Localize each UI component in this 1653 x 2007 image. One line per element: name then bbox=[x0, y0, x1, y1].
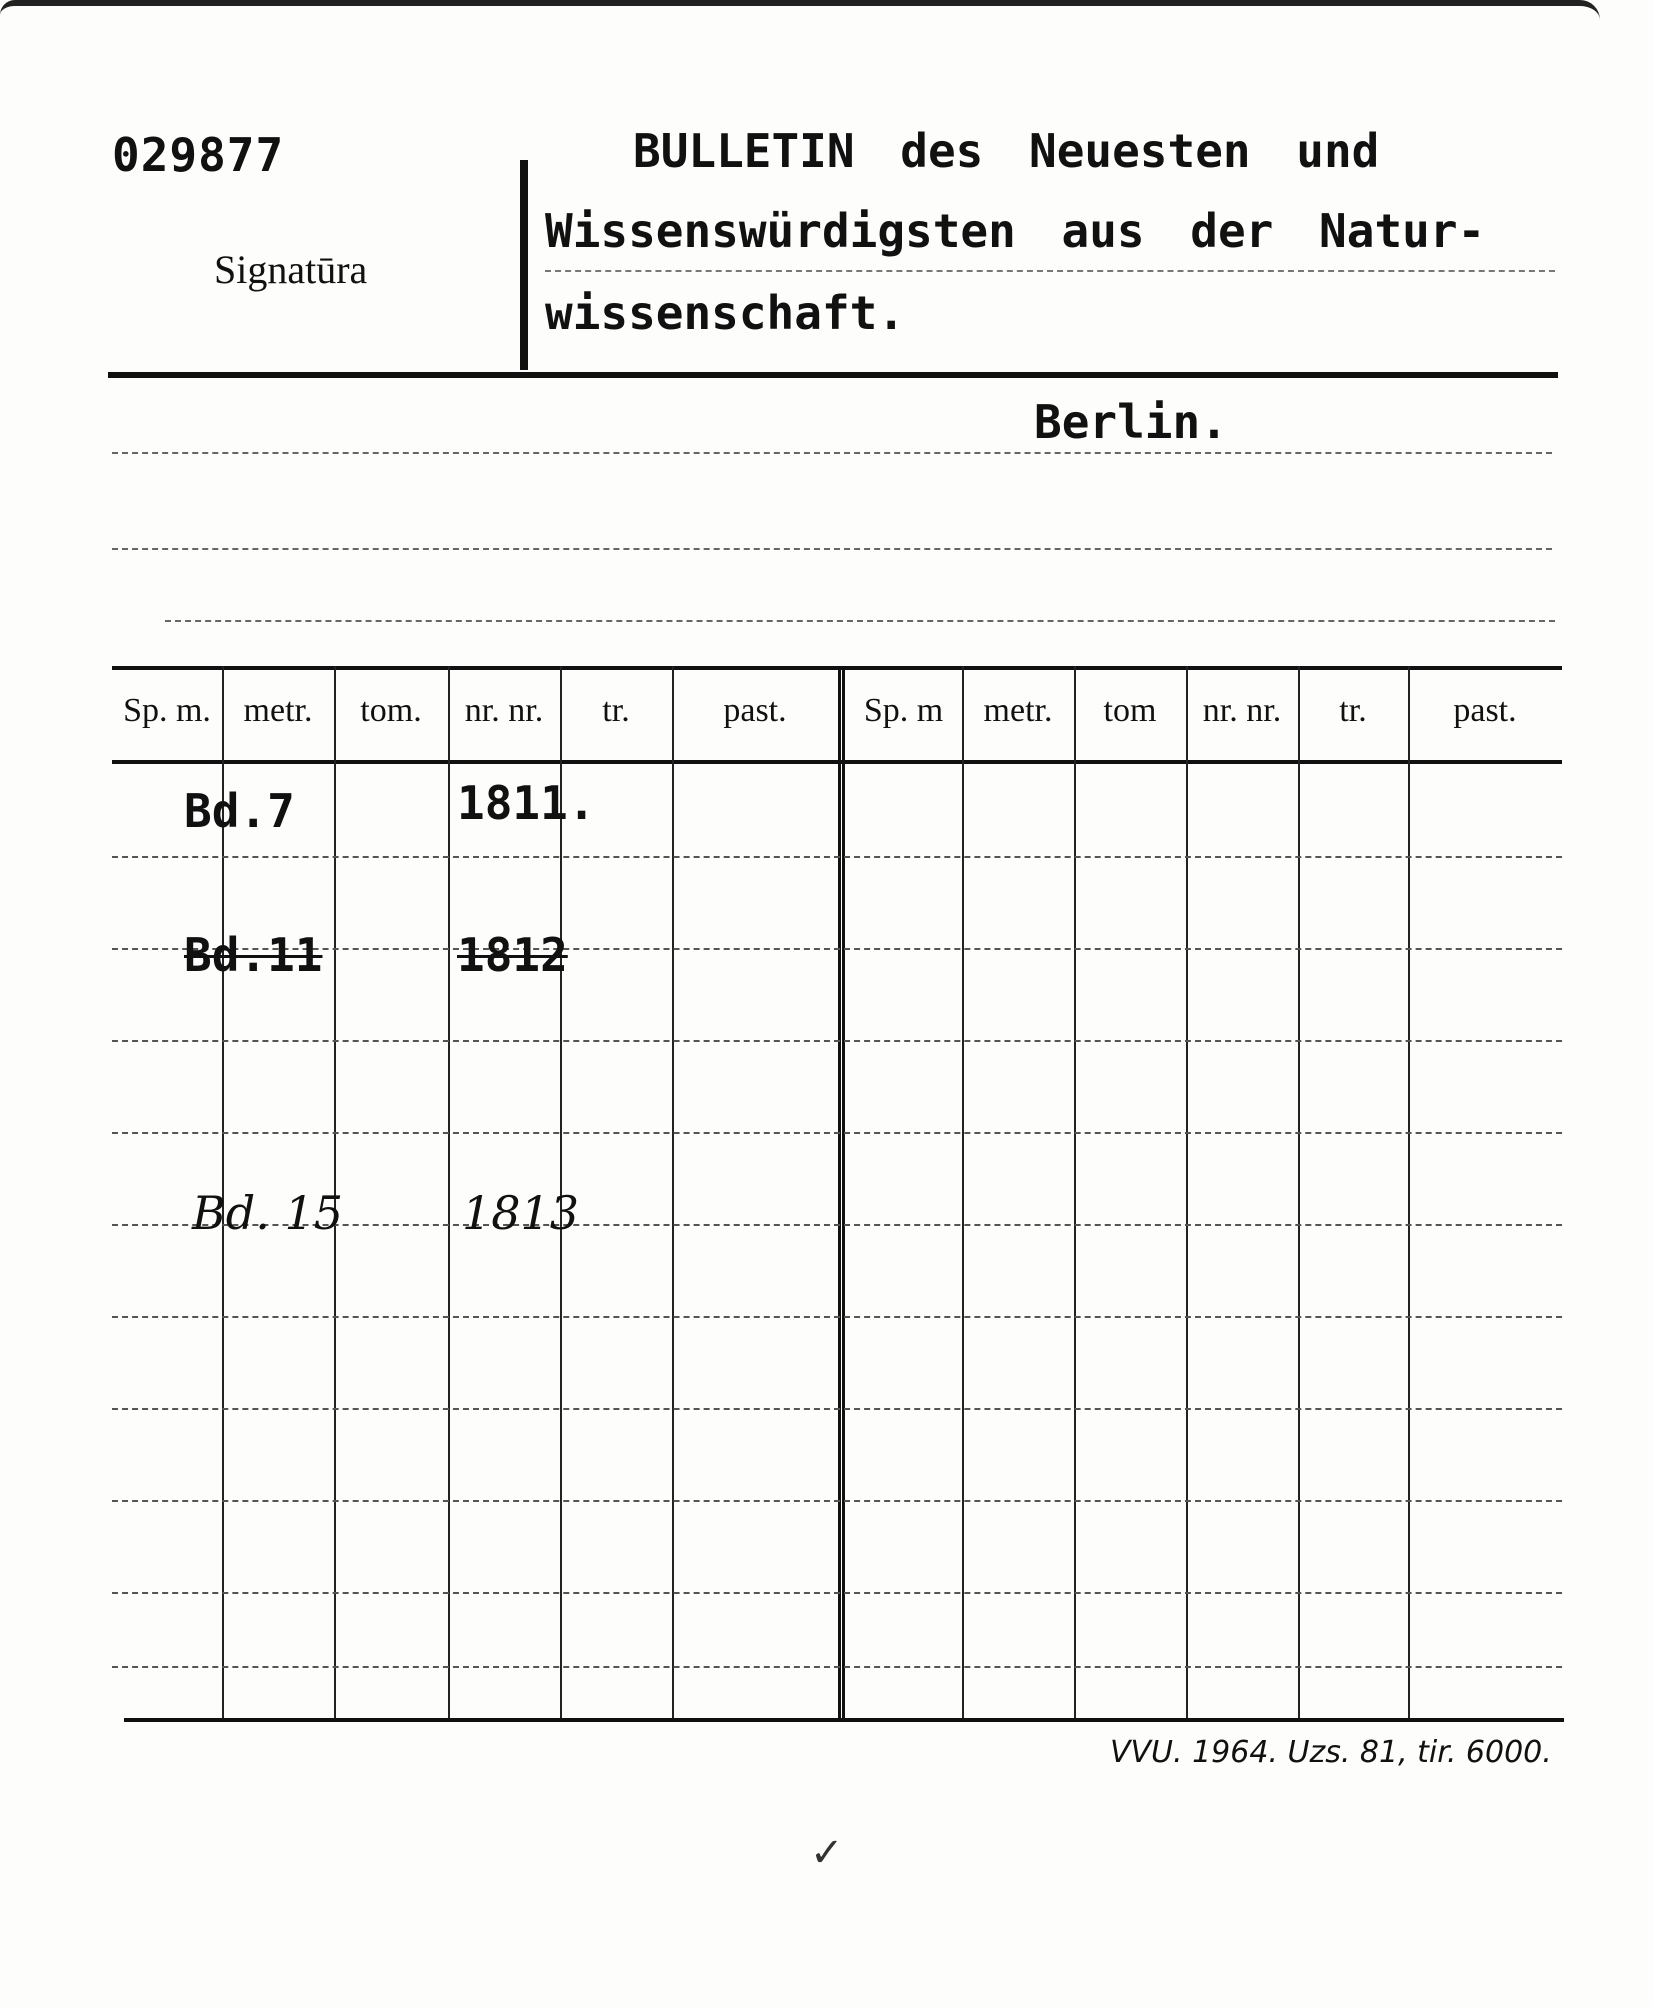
row-line bbox=[112, 856, 1562, 858]
header-tom-right: tom bbox=[1103, 692, 1157, 729]
volume-entry: Bd. 15 bbox=[192, 1186, 344, 1240]
blank-line bbox=[165, 620, 1555, 622]
column-divider bbox=[448, 666, 450, 1718]
title-line-1: BULLETIN des Neuesten und bbox=[633, 124, 1380, 178]
column-divider bbox=[672, 666, 674, 1718]
printer-imprint: VVU. 1964. Uzs. 81, tir. 6000. bbox=[1110, 1735, 1552, 1770]
header-sp-m-right: Sp. m bbox=[863, 692, 944, 729]
header-nr-nr: nr. nr. bbox=[464, 692, 544, 729]
header-nr-nr-right: nr. nr. bbox=[1202, 692, 1282, 729]
signatura-label: Signatūra bbox=[214, 247, 368, 292]
column-divider bbox=[1074, 666, 1076, 1718]
title-line-2: Wissenswürdigsten aus der Natur- bbox=[545, 190, 1555, 272]
column-divider bbox=[1186, 666, 1188, 1718]
header-tr-right: tr. bbox=[1339, 692, 1367, 729]
header-tom: tom. bbox=[360, 692, 422, 729]
year-entry: 1811. bbox=[457, 776, 596, 830]
publication-place: Berlin. bbox=[1034, 395, 1228, 449]
header-past: past. bbox=[723, 692, 787, 729]
row-line bbox=[112, 1316, 1562, 1318]
volume-entry: Bd.11 bbox=[184, 928, 323, 982]
blank-line bbox=[112, 548, 1552, 550]
blank-line bbox=[112, 452, 1552, 454]
header-past-right: past. bbox=[1453, 692, 1517, 729]
table-bottom-rule bbox=[124, 1718, 1564, 1722]
volume-entry: Bd.7 bbox=[184, 784, 295, 838]
header-metr: metr. bbox=[243, 692, 313, 729]
row-line bbox=[112, 1500, 1562, 1502]
row-line bbox=[112, 1666, 1562, 1668]
holdings-table bbox=[112, 666, 1562, 1726]
accession-number: 029877 bbox=[112, 128, 285, 182]
table-top-rule bbox=[112, 666, 1562, 670]
row-line bbox=[112, 1040, 1562, 1042]
header-sp-m: Sp. m. bbox=[123, 692, 211, 729]
card-title bbox=[545, 110, 1555, 352]
table-header-rule bbox=[112, 760, 1562, 764]
row-line bbox=[112, 1592, 1562, 1594]
title-line-3: wissenschaft. bbox=[545, 286, 906, 340]
column-divider bbox=[1298, 666, 1300, 1718]
row-line bbox=[112, 1132, 1562, 1134]
row-line bbox=[112, 948, 1562, 950]
column-divider bbox=[1408, 666, 1410, 1718]
title-divider bbox=[520, 160, 528, 370]
header-metr-right: metr. bbox=[983, 692, 1053, 729]
header-rule bbox=[108, 372, 1558, 378]
year-entry: 1812 bbox=[457, 928, 568, 982]
header-tr: tr. bbox=[602, 692, 630, 729]
year-entry: 1813 bbox=[462, 1186, 580, 1240]
column-divider bbox=[962, 666, 964, 1718]
checkmark-icon: ✓ bbox=[810, 1830, 844, 1876]
row-line bbox=[112, 1408, 1562, 1410]
table-center-divider bbox=[838, 666, 845, 1718]
card-top-edge bbox=[0, 0, 1600, 20]
